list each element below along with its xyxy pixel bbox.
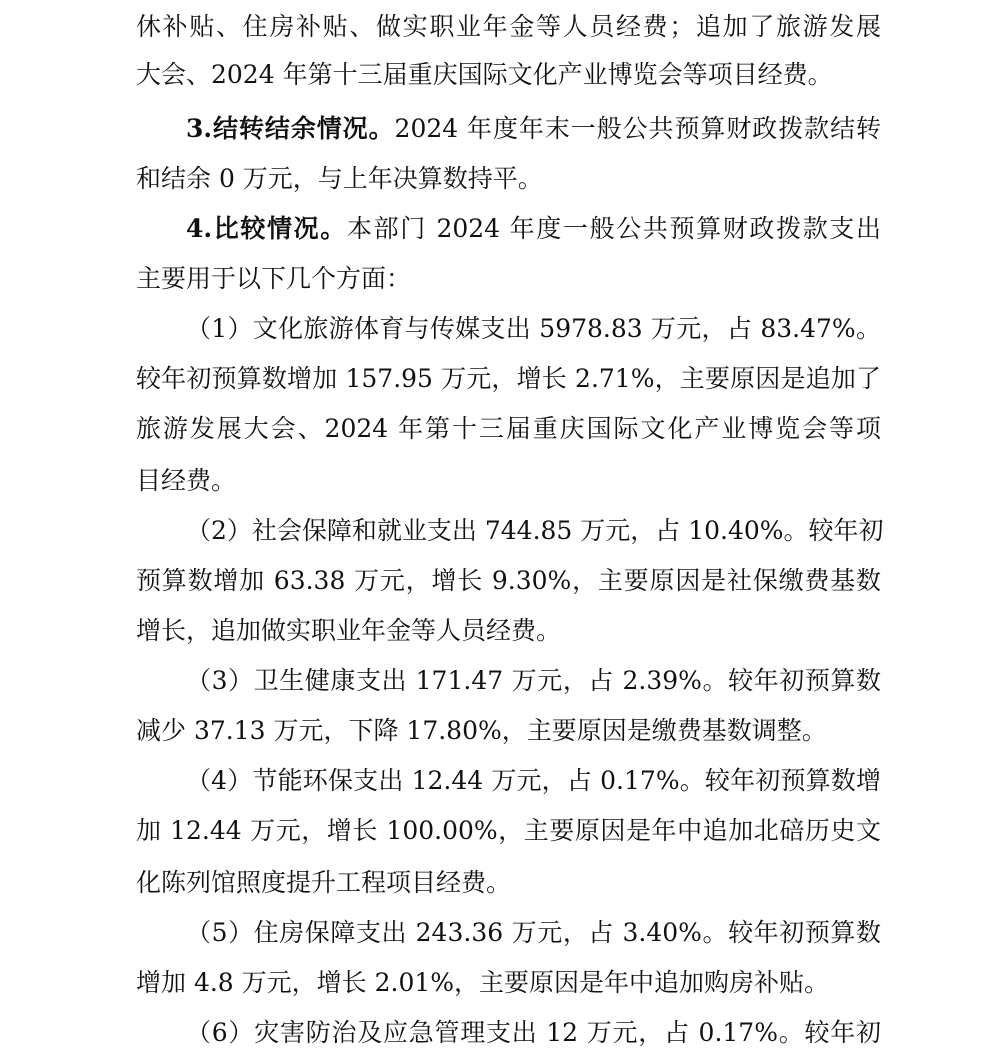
text-span: 增长，追加做实职业年金等人员经费。 — [136, 616, 562, 645]
text-span: （3）卫生健康支出 171.47 万元，占 2.39%。较年初预算数 — [186, 666, 881, 695]
section-heading-line — [186, 104, 881, 154]
text-span: （2）社会保障和就业支出 744.85 万元，占 10.40%。较年初 — [186, 516, 884, 545]
text-line — [136, 958, 881, 1008]
text-line — [136, 456, 881, 506]
section-heading: 4.比较情况。 — [186, 214, 347, 243]
text-span: （1）文化旅游体育与传媒支出 5978.83 万元，占 83.47%。 — [186, 314, 881, 343]
text-span: 化陈列馆照度提升工程项目经费。 — [136, 868, 512, 897]
text-span: 目经费。 — [136, 466, 237, 495]
text-span: （6）灾害防治及应急管理支出 12 万元，占 0.17%。较年初 — [186, 1018, 881, 1047]
text-line — [136, 556, 881, 606]
text-span: 2024 年度年末一般公共预算财政拨款结转 — [394, 114, 881, 143]
text-line — [136, 354, 881, 404]
text-span: 和结余 0 万元，与上年决算数持平。 — [136, 164, 543, 193]
list-item-line — [186, 756, 881, 806]
text-span: （5）住房保障支出 243.36 万元，占 3.40%。较年初预算数 — [186, 918, 881, 947]
text-line — [136, 50, 881, 100]
text-span: 大会、2024 年第十三届重庆国际文化产业博览会等项目经费。 — [136, 60, 833, 89]
list-item-line — [186, 304, 881, 354]
text-span: 主要用于以下几个方面： — [136, 264, 412, 293]
text-span: 休补贴、住房补贴、做实职业年金等人员经费；追加了旅游发展 — [136, 12, 881, 41]
text-line — [136, 254, 881, 304]
text-line — [136, 404, 881, 454]
list-item-line — [186, 908, 881, 958]
text-span: （4）节能环保支出 12.44 万元，占 0.17%。较年初预算数增 — [186, 766, 881, 795]
text-span: 减少 37.13 万元，下降 17.80%，主要原因是缴费基数调整。 — [136, 716, 827, 745]
text-line — [136, 806, 881, 856]
text-line — [136, 2, 881, 52]
text-line — [136, 706, 881, 756]
list-item-line — [186, 656, 881, 706]
text-span: 本部门 2024 年度一般公共预算财政拨款支出 — [346, 214, 881, 243]
text-line — [136, 606, 881, 656]
text-span: 旅游发展大会、2024 年第十三届重庆国际文化产业博览会等项 — [136, 414, 881, 443]
list-item-line — [186, 506, 884, 556]
text-span: 预算数增加 63.38 万元，增长 9.30%，主要原因是社保缴费基数 — [136, 566, 881, 595]
text-span: 增加 4.8 万元，增长 2.01%，主要原因是年中追加购房补贴。 — [136, 968, 830, 997]
section-heading: 3.结转结余情况。 — [186, 114, 395, 143]
text-line — [136, 858, 881, 908]
text-line — [136, 154, 881, 204]
text-span: 加 12.44 万元，增长 100.00%，主要原因是年中追加北碚历史文 — [136, 816, 881, 845]
section-heading-line — [186, 204, 881, 254]
text-span: 较年初预算数增加 157.95 万元，增长 2.71%，主要原因是追加了 — [136, 364, 881, 393]
list-item-line — [186, 1008, 881, 1058]
